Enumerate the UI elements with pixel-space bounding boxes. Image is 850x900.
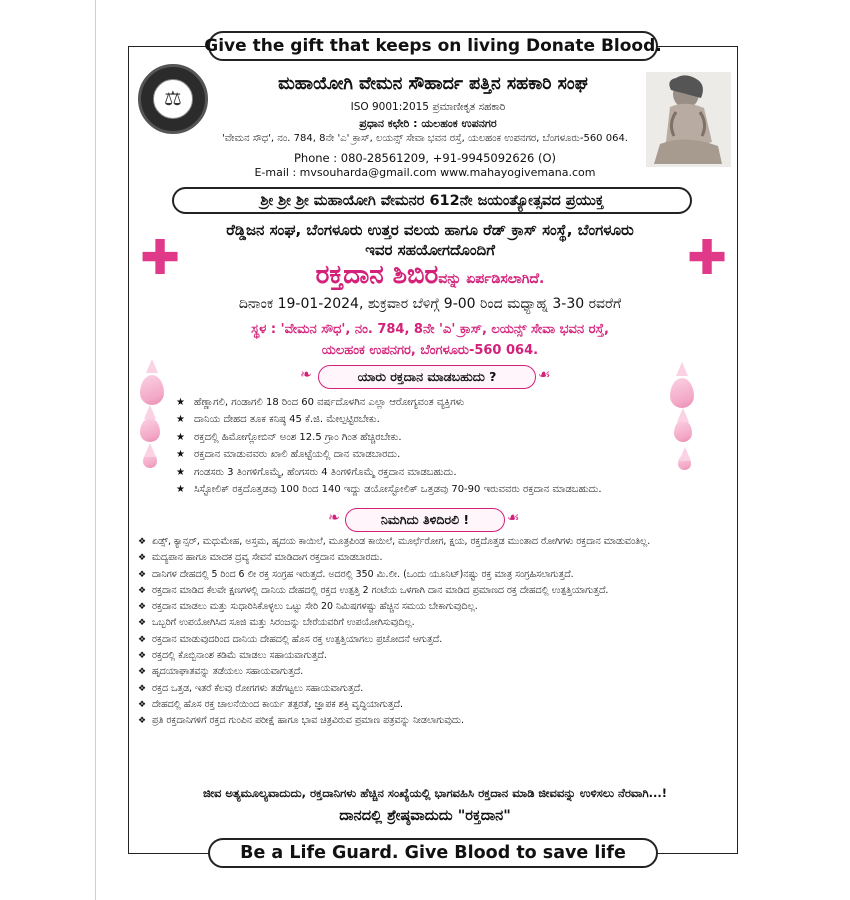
diamond-bullet-icon: ❖ [138, 602, 147, 613]
motto: ದಾನದಲ್ಲಿ ಶ್ರೇಷ್ಠವಾದುದು "ರಕ್ತದಾನ" [339, 808, 511, 824]
partner-organizations: ರೆಡ್ಡಿಜನ ಸಂಘ, ಬೆಂಗಳೂರು ಉತ್ತರ ವಲಯ ಹಾಗೂ ರೆಡ್ ಕ್ರಾಸ್ ಸಂಸ್ಥೆ, ಬೆಂಗಳೂರು [226, 221, 634, 239]
list-item-text: ರಕ್ತದ ಒತ್ತಡ, ಇತರೆ ಕೆಲವು ರೋಗಗಳು ತಡೆಗಟ್ಟಲು ಸಹಾಯವಾಗುತ್ತದೆ. [152, 682, 364, 694]
list-item [176, 429, 736, 446]
list-item [138, 534, 728, 550]
list-item [176, 411, 736, 428]
list-item-text: ಏಡ್ಸ್, ಕ್ಯಾನ್ಸರ್, ಮಧುಮೇಹ, ಅಸ್ತಮ, ಹೃದಯ ಕಾಯಿಲೆ, ಮೂತ್ರಪಿಂಡ ಕಾಯಿಲೆ, ಮೂರ್ಛೆರೋಗ, ಕ್ಷಯ, ರಕ್ತದೊತ್ತಡ ಮುಂತಾದ ರೋಗಿಗಳು ರಕ್ತದಾನ ಮಾಡುವಂತಿಲ್ಲ. [152, 536, 651, 547]
diamond-bullet-icon: ❖ [138, 553, 147, 564]
top-banner: Give the gift that keeps on living Donate Blood. [208, 31, 658, 61]
list-item [138, 599, 728, 615]
phone-numbers: Phone : 080-28561209, +91-9945092626 (O) [293, 151, 557, 165]
society-logo [138, 64, 208, 134]
bottom-banner: Be a Life Guard. Give Blood to save life [208, 838, 658, 868]
head-office: ಪ್ರಧಾನ ಕಛೇರಿ : ಯಲಹಂಕ ಉಪನಗರ [359, 117, 497, 130]
list-item [138, 664, 728, 680]
facts-heading: ನಿಮಗಿದು ತಿಳಿದಿರಲಿ ! [345, 508, 505, 532]
star-icon: ★ [176, 484, 185, 496]
page-edge-shadow [95, 0, 96, 900]
camp-title-suffix: ವನ್ನು ಏರ್ಪಡಿಸಲಾಗಿದೆ. [438, 271, 545, 287]
list-item-text: ರಕ್ತದಾನ ಮಾಡಿದ ಕೆಲವೇ ಕ್ಷಣಗಳಲ್ಲಿ ದಾನಿಯ ದೇಹದಲ್ಲಿ ರಕ್ತದ ಉತ್ಪತ್ತಿ 2 ಗಂಟೆಯ ಒಳಗಾಗಿ ದಾನ ಮಾಡಿದ ಪ್ರಮಾಣದ ರಕ್ತ ದೇಹದಲ್ಲಿ ಉತ್ಪತ್ತಿಯಾಗುತ್ತದೆ. [152, 584, 609, 596]
diamond-bullet-icon: ❖ [138, 569, 147, 580]
seated-sage-illustration [646, 72, 731, 167]
list-item [138, 648, 728, 664]
list-item [176, 481, 736, 498]
star-icon: ★ [176, 431, 185, 443]
plus-icon: ✚ [687, 230, 728, 286]
flourish-left-icon: ❧ [328, 510, 340, 526]
list-item-text: ಮದ್ಯಪಾನ ಹಾಗೂ ಮಾದಕ ದ್ರವ್ಯ ಸೇವನೆ ಮಾಡಿದಾಗ ರಕ್ತದಾನ ಮಾಡಬಾರದು. [152, 552, 383, 564]
star-icon: ★ [176, 397, 185, 408]
list-item-text: ರಕ್ತದಲ್ಲಿ ಹಿಮೋಗ್ಲೋಬಿನ್ ಅಂಶ 12.5 ಗ್ರಾಂ ಗಿಂತ ಹೆಚ್ಚಿರಬೇಕು. [194, 431, 402, 443]
list-item [138, 615, 728, 631]
cooperation-line: ಇವರ ಸಹಯೋಗದೊಂದಿಗೆ [365, 241, 495, 259]
email-website: E-mail : mvsouharda@gmail.com www.mahayogivemana.com [254, 166, 596, 179]
plus-icon: ✚ [140, 230, 181, 286]
emblem-icon: ⚖ [164, 86, 182, 110]
facts-list [138, 534, 728, 730]
flourish-right-icon: ☙ [538, 367, 551, 383]
star-icon: ★ [176, 466, 185, 478]
list-item [138, 550, 728, 566]
list-item [138, 697, 728, 713]
list-item-text: ದಾನಿಗಳ ದೇಹದಲ್ಲಿ 5 ರಿಂದ 6 ಲೀ ರಕ್ತ ಸಂಗ್ರಹ ಇರುತ್ತದೆ. ಅದರಲ್ಲಿ 350 ಮಿ.ಲೀ. (ಒಂದು ಯೂನಿಟ್)ನಷ್ಟು ರಕ್ತ ಮಾತ್ರ ಸಂಗ್ರಹಿಸಲಾಗುತ್ತದೆ. [152, 568, 574, 580]
diamond-bullet-icon: ❖ [138, 699, 147, 710]
list-item-text: ಗಂಡಸರು 3 ತಿಂಗಳಿಗೊಮ್ಮೆ, ಹೆಂಗಸರು 4 ತಿಂಗಳಿಗೊಮ್ಮೆ ರಕ್ತದಾನ ಮಾಡಬಹುದು. [194, 466, 457, 478]
venue-line-1: ಸ್ಥಳ : 'ವೇಮನ ಸೌಧ', ನಂ. 784, 8ನೇ 'ಎ' ಕ್ರಾಸ್, ಲಯನ್ಸ್ ಸೇವಾ ಭವನ ರಸ್ತೆ, [251, 322, 609, 337]
list-item [176, 394, 736, 411]
star-icon: ★ [176, 414, 185, 426]
iso-certification: ISO 9001:2015 ಪ್ರಮಾಣೀಕೃತ ಸಹಕಾರಿ [350, 101, 506, 113]
address: 'ವೇಮನ ಸೌಧ', ನಂ. 784, 8ನೇ 'ಎ' ಕ್ರಾಸ್, ಲಯನ್ಸ್ ಸೇವಾ ಭವನ ರಸ್ತೆ, ಯಲಹಂಕ ಉಪನಗರ, ಬೆಂಗಳೂರು-560 064. [222, 133, 628, 144]
list-item-text: ರಕ್ತದಾನ ಮಾಡುವವರು ಖಾಲಿ ಹೊಟ್ಟೆಯಲ್ಲಿ ದಾನ ಮಾಡಬಾರದು. [194, 449, 401, 461]
list-item-text: ಪ್ರತಿ ರಕ್ತದಾನಿಗಳಿಗೆ ರಕ್ತದ ಗುಂಪಿನ ಪರೀಕ್ಷೆ ಹಾಗೂ ಭಾವ ಚಿತ್ರವಿರುವ ಪ್ರಮಾಣ ಪತ್ರವನ್ನು ನೀಡಲಾಗುವುದು. [152, 715, 464, 727]
list-item-text: ರಕ್ತದಲ್ಲಿ ಕೊಬ್ಬಿನಾಂಶ ಕಡಿಮೆ ಮಾಡಲು ಸಹಾಯವಾಗುತ್ತದೆ. [152, 650, 327, 662]
list-item-text: ಸಿಸ್ಟೋಲಿಕ್ ರಕ್ತದೊತ್ತಡವು 100 ರಿಂದ 140 ಇದ್ದು ಡಯೋಸ್ಟೋಲಿಕ್ ಒತ್ತಡವು 70-90 ಇರುವವರು ರಕ್ತದಾನ ಮಾಡಬಹುದು. [194, 484, 602, 496]
list-item-text: ರಕ್ತದಾನ ಮಾಡುವುದರಿಂದ ದಾನಿಯ ದೇಹದಲ್ಲಿ ಹೊಸ ರಕ್ತ ಉತ್ಪತ್ತಿಯಾಗಲು ಪ್ರಚೋದನೆ ಆಗುತ್ತದೆ. [152, 633, 443, 645]
diamond-bullet-icon: ❖ [138, 537, 147, 547]
star-icon: ★ [176, 449, 185, 461]
eligibility-list [176, 394, 736, 498]
list-item [138, 713, 728, 729]
blood-drop-icon [143, 452, 157, 468]
camp-title [170, 260, 690, 291]
diamond-bullet-icon: ❖ [138, 634, 147, 645]
diamond-bullet-icon: ❖ [138, 683, 147, 694]
list-item-text: ಹೆಣ್ಣಾಗಲಿ, ಗಂಡಾಗಲಿ 18 ರಿಂದ 60 ವರ್ಷದೊಳಗಿನ ಎಲ್ಲಾ ಆರೋಗ್ಯವಂತ ವ್ಯಕ್ತಿಗಳು [194, 397, 465, 408]
vemana-portrait [646, 72, 731, 167]
organization-name: ಮಹಾಯೋಗಿ ವೇಮನ ಸೌಹಾರ್ದ ಪತ್ತಿನ ಸಹಕಾರಿ ಸಂಘ [278, 74, 588, 94]
list-item [176, 446, 736, 463]
camp-title-main: ರಕ್ತದಾನ ಶಿಬಿರ [315, 260, 439, 290]
list-item [138, 681, 728, 697]
blood-drop-icon [140, 375, 164, 405]
diamond-bullet-icon: ❖ [138, 651, 147, 662]
diamond-bullet-icon: ❖ [138, 667, 147, 678]
diamond-bullet-icon: ❖ [138, 716, 147, 727]
list-item-text: ರಕ್ತದಾನ ಮಾಡಲು ಮತ್ತು ಸುಧಾರಿಸಿಕೊಳ್ಳಲು ಒಟ್ಟು ಸೇರಿ 20 ನಿಮಿಷಗಳಷ್ಟು ಹೆಚ್ಚಿನ ಸಮಯ ಬೇಕಾಗುವುದಿಲ್ಲ. [152, 601, 478, 613]
flourish-left-icon: ❧ [300, 367, 312, 383]
flourish-right-icon: ☙ [507, 510, 520, 526]
diamond-bullet-icon: ❖ [138, 585, 147, 596]
closing-appeal: ಜೀವ ಅತ್ಯಮೂಲ್ಯವಾದುದು, ರಕ್ತದಾನಿಗಳು ಹೆಚ್ಚಿನ ಸಂಖ್ಯೆಯಲ್ಲಿ ಭಾಗವಹಿಸಿ ರಕ್ತದಾನ ಮಾಡಿ ಜೀವವನ್ನು ಉಳಿಸಲು ನೆರವಾಗಿ...! [202, 786, 668, 800]
list-item-text: ದಾನಿಯ ದೇಹದ ತೂಕ ಕನಿಷ್ಠ 45 ಕೆ.ಜಿ. ಮೇಲ್ಪಟ್ಟಿರಬೇಕು. [194, 414, 380, 426]
list-item-text: ದೇಹದಲ್ಲಿ ಹೊಸ ರಕ್ತ ಚಾಲನೆಯಿಂದ ಕಾರ್ಯ ತತ್ಪರತೆ, ಜ್ಞಾಪಕ ಶಕ್ತಿ ವೃದ್ಧಿಯಾಗುತ್ತದೆ. [152, 698, 404, 710]
date-time: ದಿನಾಂಕ 19-01-2024, ಶುಕ್ರವಾರ ಬೆಳಿಗ್ಗೆ 9-00 ರಿಂದ ಮಧ್ಯಾಹ್ನ 3-30 ರವರೆಗೆ [238, 296, 622, 312]
list-item-text: ಒಬ್ಬರಿಗೆ ಉಪಯೋಗಿಸಿದ ಸೂಜಿ ಮತ್ತು ಸಿರಂಜನ್ನು ಬೇರೆಯವರಿಗೆ ಉಪಯೋಗಿಸುವುದಿಲ್ಲ. [152, 617, 415, 629]
logo-emblem [153, 79, 193, 119]
list-item [138, 567, 728, 583]
list-item [176, 464, 736, 481]
list-item-text: ಹೃದಯಾಘಾತವನ್ನು ತಡೆಯಲು ಸಹಾಯವಾಗುತ್ತದೆ. [152, 666, 304, 678]
blood-drop-icon [140, 418, 160, 442]
eligibility-heading: ಯಾರು ರಕ್ತದಾನ ಮಾಡಬಹುದು ? [318, 365, 536, 389]
list-item [138, 583, 728, 599]
list-item [138, 632, 728, 648]
jayanti-heading: ಶ್ರೀ ಶ್ರೀ ಶ್ರೀ ಮಹಾಯೋಗಿ ವೇಮನರ 612ನೇ ಜಯಂತ್ಯೋತ್ಸವದ ಪ್ರಯುಕ್ತ [172, 187, 692, 214]
diamond-bullet-icon: ❖ [138, 618, 147, 629]
venue-line-2: ಯಲಹಂಕ ಉಪನಗರ, ಬೆಂಗಳೂರು-560 064. [321, 343, 539, 358]
